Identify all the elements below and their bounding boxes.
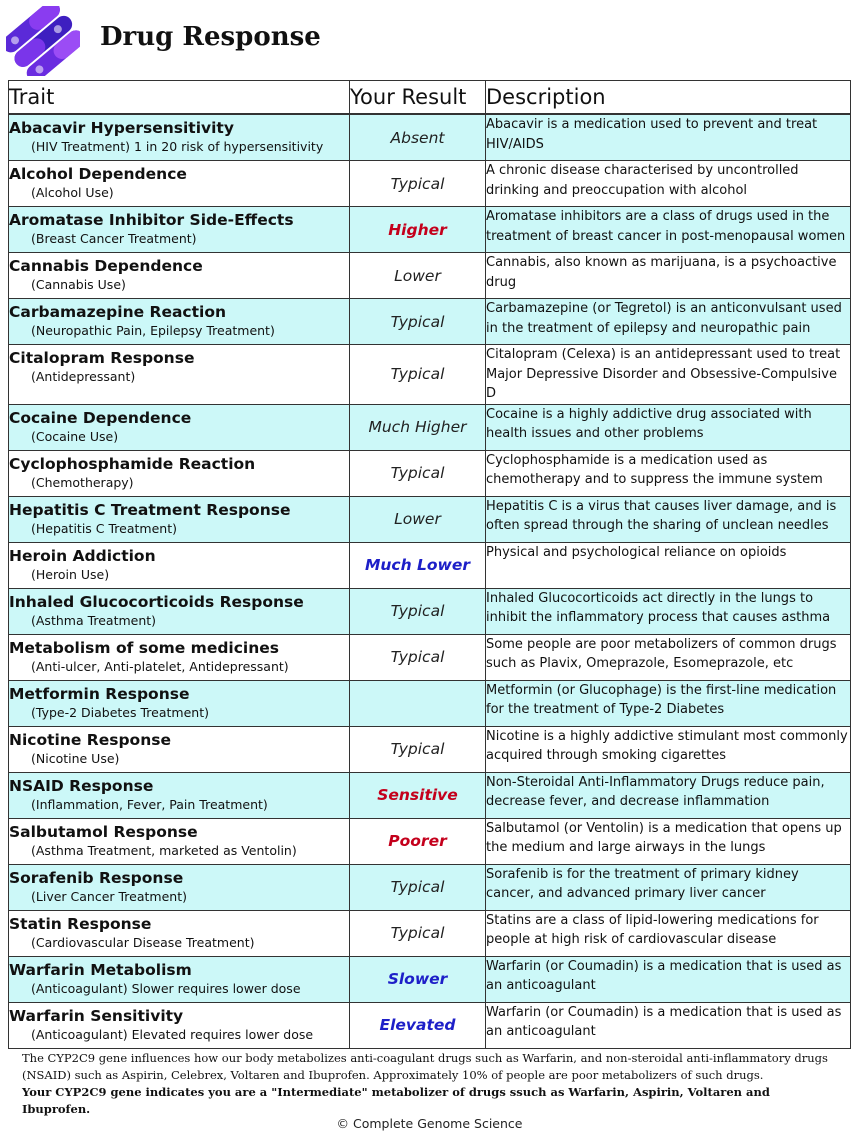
- result-value: Typical: [350, 726, 486, 772]
- trait-subtitle: (Neuropathic Pain, Epilepsy Treatment): [31, 323, 275, 338]
- table-row: [9, 404, 851, 450]
- trait-name: Alcohol Dependence: [9, 165, 187, 183]
- result-value: Much Higher: [350, 404, 486, 450]
- trait-name: Warfarin Metabolism: [9, 960, 192, 979]
- result-value: Lower: [350, 253, 486, 299]
- description-cell: Hepatitis C is a virus that causes liver damage, and is often spread through the sharing of unclean needles: [486, 496, 851, 542]
- table-row: [9, 253, 851, 299]
- trait-cell: [9, 114, 350, 161]
- trait-name: Citalopram Response: [9, 349, 195, 367]
- result-value: Typical: [350, 299, 486, 345]
- description-cell: Statins are a class of lipid-lowering medications for people at high risk of cardiovascular disease: [486, 910, 851, 956]
- page-title: Drug Response: [100, 22, 321, 52]
- trait-cell: [9, 680, 350, 726]
- result-value: [350, 680, 486, 726]
- trait-subtitle: (Antidepressant): [31, 369, 136, 384]
- table-row: [9, 864, 851, 910]
- table-row: [9, 161, 851, 207]
- table-row: [9, 496, 851, 542]
- table-row: [9, 207, 851, 253]
- pill-capsules-logo-icon: [6, 6, 80, 76]
- result-value: Slower: [350, 956, 486, 1002]
- table-row: [9, 299, 851, 345]
- table-row: [9, 1002, 851, 1048]
- trait-name: Heroin Addiction: [9, 546, 156, 565]
- trait-name: Cyclophosphamide Reaction: [9, 454, 256, 473]
- description-cell: Cyclophosphamide is a medication used as chemotherapy and to suppress the immune system: [486, 450, 851, 496]
- trait-cell: [9, 588, 350, 634]
- result-value: Typical: [350, 450, 486, 496]
- description-cell: Citalopram (Celexa) is an antidepressant used to treat Major Depressive Disorder and Obsessive-Compulsive D: [486, 345, 851, 405]
- description-cell: Cannabis, also known as marijuana, is a psychoactive drug: [486, 253, 851, 299]
- description-cell: Nicotine is a highly addictive stimulant most commonly acquired through smoking cigarettes: [486, 726, 851, 772]
- trait-name: Warfarin Sensitivity: [9, 1006, 184, 1025]
- trait-subtitle: (Anticoagulant) Elevated requires lower dose: [31, 1026, 314, 1042]
- trait-cell: [9, 207, 350, 253]
- trait-subtitle: (Anti-ulcer, Anti-platelet, Antidepressant): [31, 658, 289, 674]
- result-value: Typical: [350, 634, 486, 680]
- drug-response-table: [8, 80, 851, 1049]
- trait-name: Metabolism of some medicines: [9, 638, 280, 657]
- description-cell: Salbutamol (or Ventolin) is a medication that opens up the medium and large airways in the lungs: [486, 818, 851, 864]
- result-value: Typical: [350, 345, 486, 405]
- trait-cell: [9, 726, 350, 772]
- trait-subtitle: (Breast Cancer Treatment): [31, 231, 197, 246]
- table-row: [9, 772, 851, 818]
- trait-cell: [9, 1002, 350, 1048]
- trait-name: Cocaine Dependence: [9, 408, 192, 427]
- trait-subtitle: (Asthma Treatment, marketed as Ventolin): [31, 842, 297, 858]
- trait-cell: [9, 818, 350, 864]
- trait-name: NSAID Response: [9, 776, 154, 795]
- description-cell: Some people are poor metabolizers of common drugs such as Plavix, Omeprazole, Esomeprazole, etc: [486, 634, 851, 680]
- trait-name: Metformin Response: [9, 684, 190, 703]
- trait-name: Abacavir Hypersensitivity: [9, 119, 234, 137]
- result-value: Typical: [350, 910, 486, 956]
- header-trait: Trait: [9, 81, 350, 115]
- description-cell: Metformin (or Glucophage) is the first-line medication for the treatment of Type-2 Diabetes: [486, 680, 851, 726]
- description-cell: Inhaled Glucocorticoids act directly in the lungs to inhibit the inflammatory process that causes asthma: [486, 588, 851, 634]
- footer-result-line: Your CYP2C9 gene indicates you are a "Intermediate" metabolizer of drugs ssuch as Warfarin, Aspirin, Voltaren and Ibuprofen.: [22, 1085, 770, 1116]
- trait-cell: [9, 345, 350, 405]
- trait-name: Salbutamol Response: [9, 822, 198, 841]
- description-cell: Warfarin (or Coumadin) is a medication that is used as an anticoagulant: [486, 1002, 851, 1048]
- table-row: [9, 634, 851, 680]
- table-row: [9, 345, 851, 405]
- trait-subtitle: (Inflammation, Fever, Pain Treatment): [31, 796, 268, 812]
- trait-subtitle: (Alcohol Use): [31, 185, 114, 200]
- trait-cell: [9, 404, 350, 450]
- trait-name: Cannabis Dependence: [9, 257, 203, 275]
- result-value: Typical: [350, 161, 486, 207]
- trait-subtitle: (Cocaine Use): [31, 428, 119, 444]
- description-cell: Abacavir is a medication used to prevent and treat HIV/AIDS: [486, 114, 851, 161]
- trait-cell: [9, 299, 350, 345]
- description-cell: Carbamazepine (or Tegretol) is an anticonvulsant used in the treatment of epilepsy and neuropathic pain: [486, 299, 851, 345]
- trait-name: Hepatitis C Treatment Response: [9, 500, 291, 519]
- table-row: [9, 818, 851, 864]
- trait-name: Aromatase Inhibitor Side-Effects: [9, 211, 294, 229]
- trait-cell: [9, 910, 350, 956]
- table-header-row: [9, 81, 851, 115]
- result-value: Elevated: [350, 1002, 486, 1048]
- trait-name: Statin Response: [9, 914, 152, 933]
- trait-cell: [9, 542, 350, 588]
- table-row: [9, 910, 851, 956]
- table-body: [9, 114, 851, 1048]
- result-value: Sensitive: [350, 772, 486, 818]
- trait-cell: [9, 496, 350, 542]
- footer-note: [22, 1050, 842, 1118]
- trait-subtitle: (Cannabis Use): [31, 277, 126, 292]
- result-value: Typical: [350, 864, 486, 910]
- footer-paragraph: The CYP2C9 gene influences how our body metabolizes anti-coagulant drugs such as Warfarin, and non-steroidal anti-inflammatory drugs (NSAID) such as Aspirin, Celebrex, Voltaren and Ibuprofen. Approximately 10% of people are poor metabolizers of such drugs.: [22, 1051, 828, 1082]
- result-value: Much Lower: [350, 542, 486, 588]
- description-cell: Aromatase inhibitors are a class of drugs used in the treatment of breast cancer in post-menopausal women: [486, 207, 851, 253]
- description-cell: Non-Steroidal Anti-Inflammatory Drugs reduce pain, decrease fever, and decrease inflammation: [486, 772, 851, 818]
- trait-name: Inhaled Glucocorticoids Response: [9, 592, 304, 611]
- description-cell: A chronic disease characterised by uncontrolled drinking and preoccupation with alcohol: [486, 161, 851, 207]
- result-value: Lower: [350, 496, 486, 542]
- copyright: © Complete Genome Science: [336, 1116, 523, 1131]
- trait-subtitle: (Asthma Treatment): [31, 612, 157, 628]
- trait-subtitle: (Type-2 Diabetes Treatment): [31, 704, 209, 720]
- trait-subtitle: (Heroin Use): [31, 566, 110, 582]
- trait-name: Nicotine Response: [9, 730, 171, 749]
- trait-cell: [9, 450, 350, 496]
- table-row: [9, 680, 851, 726]
- result-value: Poorer: [350, 818, 486, 864]
- trait-cell: [9, 634, 350, 680]
- header-description: Description: [486, 81, 851, 115]
- table-row: [9, 542, 851, 588]
- table-row: [9, 114, 851, 161]
- table-row: [9, 588, 851, 634]
- page-header: [0, 0, 859, 80]
- trait-subtitle: (Cardiovascular Disease Treatment): [31, 934, 255, 950]
- trait-cell: [9, 161, 350, 207]
- trait-subtitle: (Hepatitis C Treatment): [31, 520, 177, 536]
- description-cell: Physical and psychological reliance on opioids: [486, 542, 851, 588]
- description-cell: Sorafenib is for the treatment of primary kidney cancer, and advanced primary liver cancer: [486, 864, 851, 910]
- table-row: [9, 726, 851, 772]
- trait-subtitle: (Chemotherapy): [31, 474, 134, 490]
- trait-cell: [9, 772, 350, 818]
- trait-cell: [9, 253, 350, 299]
- trait-name: Sorafenib Response: [9, 868, 184, 887]
- trait-cell: [9, 956, 350, 1002]
- result-value: Higher: [350, 207, 486, 253]
- trait-subtitle: (Nicotine Use): [31, 750, 120, 766]
- table-row: [9, 450, 851, 496]
- trait-cell: [9, 864, 350, 910]
- trait-name: Carbamazepine Reaction: [9, 303, 227, 321]
- trait-subtitle: (Liver Cancer Treatment): [31, 888, 187, 904]
- result-value: Typical: [350, 588, 486, 634]
- trait-subtitle: (HIV Treatment) 1 in 20 risk of hypersensitivity: [31, 139, 324, 154]
- table-row: [9, 956, 851, 1002]
- description-cell: Warfarin (or Coumadin) is a medication that is used as an anticoagulant: [486, 956, 851, 1002]
- description-cell: Cocaine is a highly addictive drug associated with health issues and other problems: [486, 404, 851, 450]
- header-your-result: Your Result: [350, 81, 486, 115]
- trait-subtitle: (Anticoagulant) Slower requires lower dose: [31, 980, 301, 996]
- result-value: Absent: [350, 114, 486, 161]
